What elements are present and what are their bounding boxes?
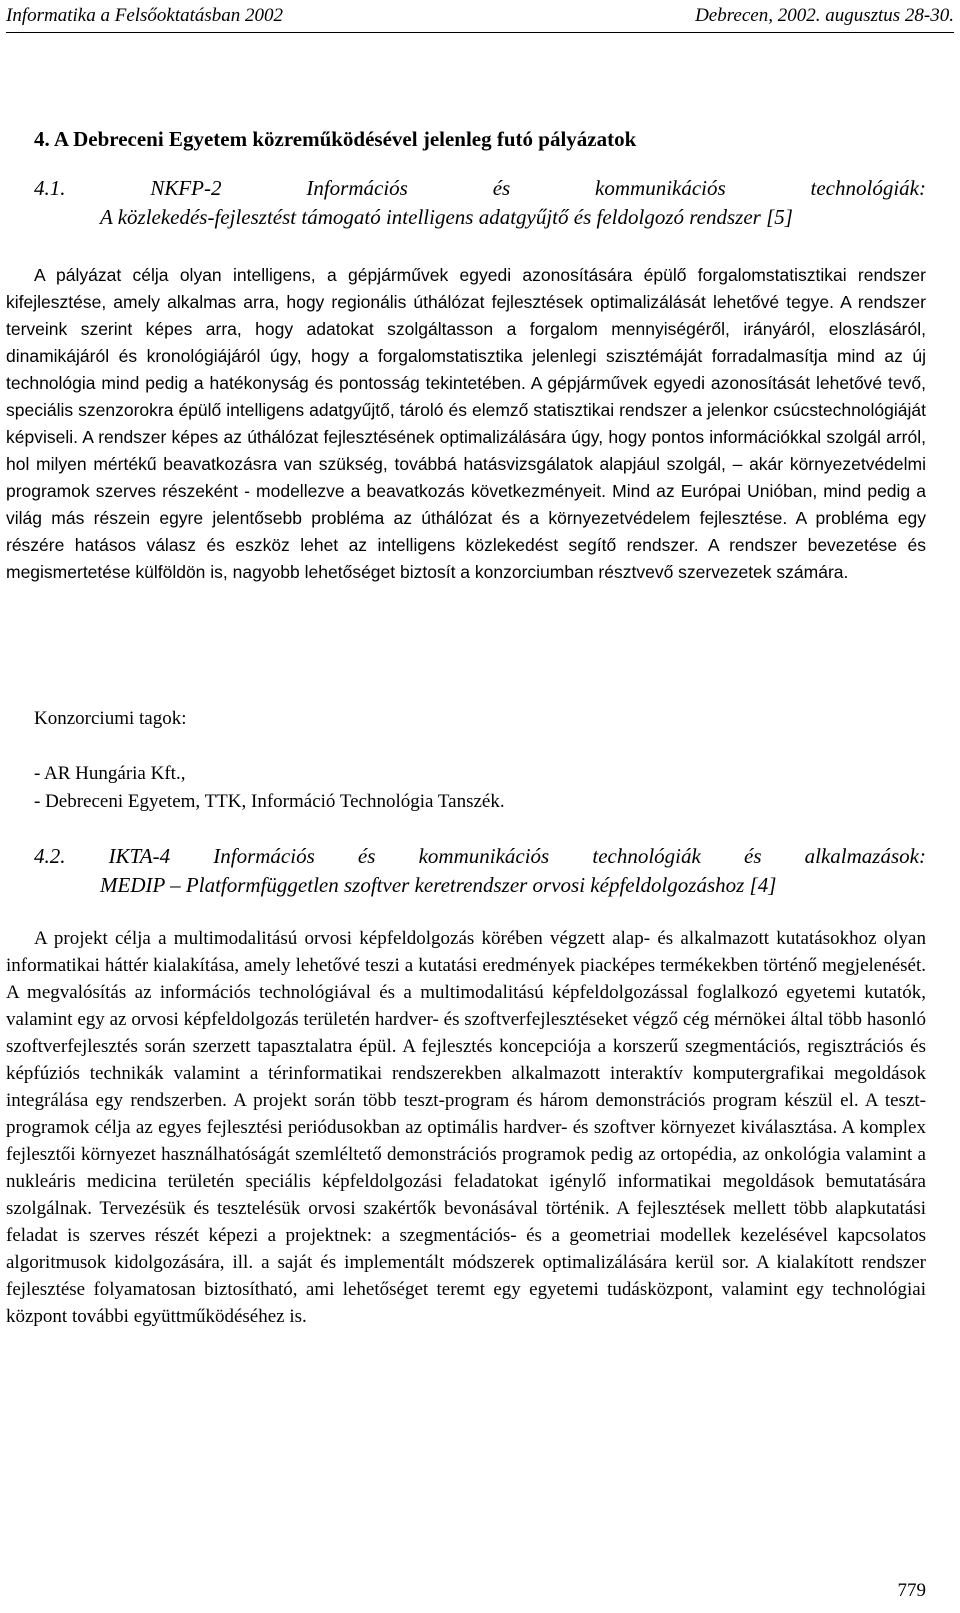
list-item: - Debreceni Egyetem, TTK, Információ Technológia Tanszék. xyxy=(34,791,505,812)
header-location-date: Debrecen, 2002. augusztus 28-30. xyxy=(695,5,954,26)
title-word: kommunikációs xyxy=(595,176,726,200)
page-header xyxy=(6,2,954,33)
subsection-title-4-1 xyxy=(34,174,926,232)
subsection-title-line2: MEDIP – Platformfüggetlen szoftver keretrendszer orvosi képfeldolgozáshoz [4] xyxy=(100,873,777,897)
subsection-number: 4.1. xyxy=(34,176,66,200)
subsection-number: 4.2. xyxy=(34,844,66,868)
section-heading: 4. A Debreceni Egyetem közreműködésével jelenleg futó pályázatok xyxy=(34,127,637,151)
title-word: technológiák: xyxy=(810,176,926,200)
consortium-label: Konzorciumi tagok: xyxy=(34,708,187,729)
title-word: és xyxy=(744,844,762,868)
list-item: - AR Hungária Kft., xyxy=(34,763,186,784)
consortium-member-list xyxy=(34,760,505,816)
subsection-title-line2: A közlekedés-fejlesztést támogató intelligens adatgyűjtő és feldolgozó rendszer [5] xyxy=(100,205,793,229)
title-word: kommunikációs xyxy=(418,844,550,868)
title-word: alkalmazások: xyxy=(804,844,926,868)
title-word: Információs xyxy=(213,844,315,868)
project1-paragraph: A pályázat célja olyan intelligens, a gépjárművek egyedi azonosítására épülő forgalomstatisztikai rendszer kifejlesztése, amely alkalmas arra, hogy regionális úthálózat fejlesztések optimalizálását lehetővé tegye. A rendszer terveink szerint képes arra, hogy adatokat szolgáltasson a forgalom mennyiségéről, irányáról, eloszlásáról, dinamikájáról és kronológiájáról úgy, hogy a forgalomstatisztika jelenlegi szisztémáját forradalmasítja mind az új technológia mind pedig a hatékonyság és pontosság tekintetében. A gépjárművek egyedi azonosítását lehetővé tevő, speciális szenzorokra épülő intelligens adatgyűjtő, tároló és elemző statisztikai rendszer a jelenkor csúcstechnológiáját képviseli. A rendszer képes az úthálózat fejlesztésének optimalizálására úgy, hogy pontos információkkal szolgál arról, hol milyen mértékű beavatkozásra van szükség, továbbá hatásvizsgálatok alapjául szolgál, – akár környezetvédelmi programok szerves részeként - modellezve a beavatkozás következményeit. Mind az Európai Unióban, mind pedig a világ más részein egyre jelentősebb probléma az úthálózat és a környezetvédelem fejlesztése. A probléma egy részére hatásos válasz és eszköz lehet az intelligens közlekedést segítő rendszer. A rendszer bevezetése és megismertetése külföldön is, nagyobb lehetőséget biztosít a konzorciumban résztvevő szervezetek számára. xyxy=(6,265,926,582)
title-word: IKTA-4 xyxy=(108,844,171,868)
project2-paragraph: A projekt célja a multimodalitású orvosi képfeldolgozás körében végzett alap- és alkalmazott kutatásokhoz olyan informatikai háttér kialakítása, amely lehetővé teszi a kutatási eredmények piacképes termékekben történő megjelenését. A megvalósítás az információs technológiával és a multimodalitású képfeldolgozással foglalkozó egyetemi kutatók, valamint egy az orvosi képfeldolgozás területén hardver- és szoftverfejlesztéseket végző cég mérnökei által több hasonló szoftverfejlesztés során szerzett tapasztalatra épül. A fejlesztés koncepciója a korszerű szegmentációs, regisztrációs és képfúziós technikák valamint a térinformatikai rendszerekben alkalmazott interaktív komputergrafikai megoldások integrálása egy rendszerben. A projekt során több teszt-program és három demonstrációs program készül el. A teszt-programok célja az egyes fejlesztési periódusokban az optimális hardver- és szoftver környezet kiválasztása. A komplex fejlesztői környezet használhatóságát szemléltető demonstrációs programok pedig az ortopédia, az onkológia valamint a nukleáris medicina területén speciális képfeldolgozási feladatokat igénylő informatikai megoldások bemutatására szolgálnak. Tervezésük és tesztelésük orvosi szakértők bevonásával történik. A fejlesztések mellett több alapkutatási feladat is szerves részét képezi a projektnek: a szegmentációs- és a geometriai modellek kezelésével kapcsolatos algoritmusok kidolgozására, ill. a saját és implementált módszerek optimalizálására kerül sor. A kialakított rendszer fejlesztése folyamatosan biztosítható, ami lehetőséget teremt egy egyetemi tudásközpont, valamint egy technológiai központ további együttműködéséhez is. xyxy=(6,928,926,1327)
title-word: és xyxy=(492,176,511,200)
page-number: 779 xyxy=(897,1580,926,1601)
title-word: Információs xyxy=(306,176,408,200)
subsection-title-4-2 xyxy=(34,842,926,900)
header-conference-title: Informatika a Felsőoktatásban 2002 xyxy=(6,5,284,26)
title-word: technológiák xyxy=(592,844,701,868)
title-word: és xyxy=(357,844,376,868)
title-word: NKFP-2 xyxy=(150,176,222,200)
